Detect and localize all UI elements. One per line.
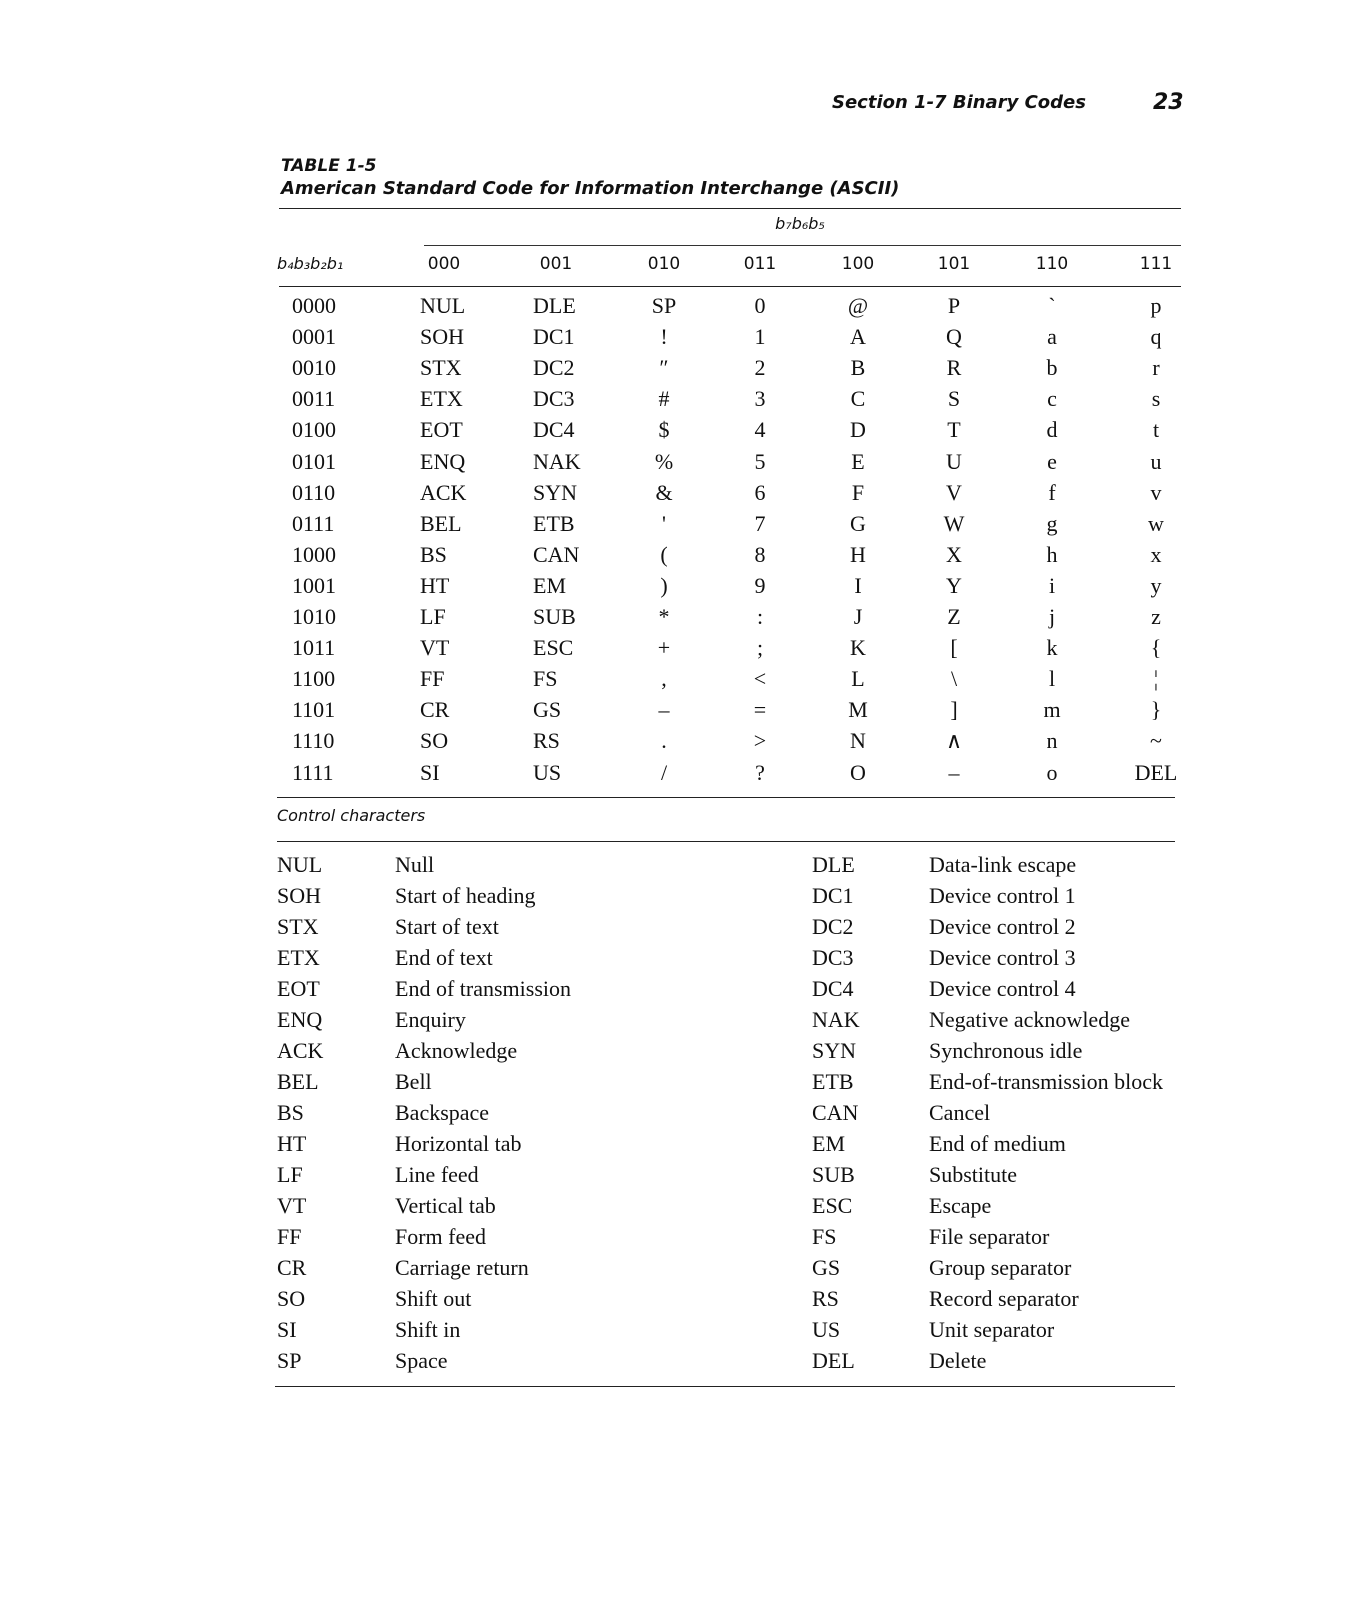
legend-bottom-rule [275, 1386, 1175, 1387]
table-row [0, 601, 1350, 632]
code-cell: BS [420, 541, 447, 567]
code-cell: DC2 [533, 355, 575, 381]
legend-row [0, 1221, 1350, 1252]
legend-row [0, 1314, 1350, 1345]
legend-meaning: Bell [395, 1069, 432, 1094]
legend-code: DC2 [812, 914, 854, 939]
row-bits-cell: 1111 [292, 759, 334, 785]
code-cell: 2 [754, 355, 766, 381]
legend-meaning: Backspace [395, 1100, 490, 1125]
legend-row [0, 1159, 1350, 1190]
code-cell: \ [950, 666, 958, 692]
code-cell: k [1046, 635, 1058, 661]
code-cell: BEL [420, 510, 462, 536]
legend-meaning: Space [395, 1348, 448, 1373]
code-cell: ″ [659, 355, 669, 381]
legend-code: BEL [277, 1069, 319, 1094]
code-cell: P [947, 293, 961, 318]
legend-row [0, 1035, 1350, 1066]
legend-code: GS [812, 1255, 841, 1280]
legend-meaning: Delete [929, 1348, 987, 1373]
legend-code: CR [277, 1255, 307, 1280]
legend-code: SP [277, 1348, 302, 1373]
legend-code: US [812, 1317, 841, 1342]
legend-code: ACK [277, 1038, 324, 1063]
legend-code: LF [277, 1162, 303, 1187]
code-cell: W [943, 510, 965, 536]
code-cell: 9 [754, 572, 766, 598]
legend-meaning: Unit separator [929, 1317, 1055, 1342]
code-cell: EM [533, 572, 566, 598]
legend-code: HT [277, 1131, 307, 1156]
table-title: American Standard Code for Information Interchange (ASCII) [281, 178, 900, 199]
legend-meaning: Group separator [929, 1255, 1072, 1280]
code-cell: + [657, 635, 671, 661]
legend-meaning: Enquiry [395, 1007, 466, 1032]
legend-meaning: Line feed [395, 1162, 479, 1187]
code-cell: ! [660, 324, 668, 350]
code-cell: ) [660, 572, 668, 598]
code-cell: US [533, 759, 562, 785]
legend-meaning: End of text [395, 945, 493, 970]
code-cell: v [1150, 479, 1162, 505]
code-cell: ¦ [1153, 666, 1159, 692]
code-cell: 7 [754, 510, 766, 536]
table-row [0, 414, 1350, 445]
code-cell: C [850, 386, 866, 412]
code-cell: ' [662, 510, 666, 536]
code-cell: 6 [754, 479, 766, 505]
legend-row [0, 1004, 1350, 1035]
legend-code: NUL [277, 852, 323, 877]
legend-code: SOH [277, 883, 322, 908]
code-cell: * [658, 604, 670, 629]
code-cell: / [660, 759, 668, 785]
legend-meaning: Data-link escape [929, 852, 1077, 877]
column-header: 100 [841, 254, 875, 274]
code-cell: A [850, 324, 866, 350]
code-cell: – [948, 759, 960, 785]
code-cell: . [661, 728, 667, 754]
legend-code: BS [277, 1100, 304, 1125]
legend-row [0, 942, 1350, 973]
code-cell: 5 [754, 448, 766, 474]
code-cell: O [850, 759, 866, 785]
legend-code: DC4 [812, 976, 854, 1001]
code-cell: s [1151, 386, 1161, 412]
code-cell: S [947, 386, 961, 412]
code-cell: U [946, 448, 962, 474]
code-cell: CAN [533, 541, 580, 567]
legend-code: ESC [812, 1193, 853, 1218]
legend-code: DLE [812, 852, 855, 877]
legend-meaning: Device control 4 [929, 976, 1076, 1001]
legend-code: FF [277, 1224, 302, 1249]
legend-meaning: Substitute [929, 1162, 1018, 1187]
table-label: TABLE 1-5 [281, 156, 377, 176]
code-cell: x [1150, 541, 1162, 567]
legend-code: ETX [277, 945, 320, 970]
row-bits-cell: 0111 [292, 510, 335, 536]
table-row [0, 446, 1350, 477]
table-row [0, 352, 1350, 383]
code-cell: q [1150, 324, 1162, 350]
code-cell: @ [847, 293, 869, 318]
group-header-rule [424, 245, 1181, 246]
row-bits-cell: 0001 [292, 324, 336, 350]
legend-meaning: Carriage return [395, 1255, 529, 1280]
code-cell: ? [755, 759, 765, 785]
column-header: 101 [937, 254, 971, 274]
code-cell: NUL [420, 293, 466, 318]
legend-code: RS [812, 1286, 839, 1311]
code-cell: ESC [533, 635, 574, 661]
code-cell: m [1043, 697, 1061, 723]
code-cell: DLE [533, 293, 576, 318]
code-cell: ~ [1150, 728, 1162, 754]
legend-code: SYN [812, 1038, 857, 1063]
code-cell: NAK [533, 448, 581, 474]
code-cell: ] [950, 697, 958, 723]
row-bits-cell: 0000 [292, 293, 336, 318]
code-cell: : [756, 604, 764, 629]
code-cell: SUB [533, 604, 576, 629]
code-cell: d [1046, 417, 1058, 443]
legend-row [0, 1097, 1350, 1128]
row-bits-cell: 1001 [292, 572, 336, 598]
code-cell: y [1150, 572, 1162, 598]
code-cell: HT [420, 572, 450, 598]
table-row [0, 539, 1350, 570]
code-cell: { [1150, 635, 1162, 661]
row-bits-cell: 1110 [292, 728, 335, 754]
code-cell: # [658, 386, 670, 412]
code-cell: J [853, 604, 863, 629]
table-row [0, 477, 1350, 508]
table-row [0, 321, 1350, 352]
table-row [0, 725, 1350, 756]
code-cell: X [946, 541, 962, 567]
code-cell: CR [420, 697, 450, 723]
row-bits-cell: 0010 [292, 355, 336, 381]
legend-meaning: Negative acknowledge [929, 1007, 1130, 1032]
code-cell: Q [946, 324, 962, 350]
code-cell: H [850, 541, 866, 567]
code-cell: g [1046, 510, 1058, 536]
code-cell: ENQ [420, 448, 466, 474]
code-cell: EOT [420, 417, 463, 443]
code-cell: e [1047, 448, 1057, 474]
group-bits-header: b₇b₆b₅ [775, 214, 825, 233]
code-cell: D [850, 417, 866, 443]
row-bits-cell: 0110 [292, 479, 336, 505]
running-head: Section 1-7 Binary Codes [832, 92, 1086, 113]
legend-top-rule [277, 841, 1175, 842]
code-cell: T [947, 417, 961, 443]
code-cell: i [1048, 572, 1056, 598]
code-cell: V [946, 479, 962, 505]
row-bits-cell: 1000 [292, 541, 336, 567]
code-cell: F [851, 479, 865, 505]
code-cell: M [848, 697, 868, 723]
legend-code: CAN [812, 1100, 859, 1125]
row-bits-cell: 1101 [292, 697, 336, 723]
column-header: 001 [539, 254, 573, 274]
legend-row [0, 880, 1350, 911]
legend-row [0, 1066, 1350, 1097]
legend-code: EOT [277, 976, 320, 1001]
code-cell: = [753, 697, 767, 723]
page-number: 23 [1153, 90, 1184, 115]
legend-row [0, 1283, 1350, 1314]
legend-meaning: End of medium [929, 1131, 1066, 1156]
legend-code: SUB [812, 1162, 855, 1187]
legend-meaning: Shift out [395, 1286, 472, 1311]
legend-code: SI [277, 1317, 297, 1342]
legend-meaning: Cancel [929, 1100, 991, 1125]
header-bottom-rule [279, 286, 1181, 287]
code-cell: FF [420, 666, 445, 692]
code-cell: Z [947, 604, 961, 629]
row-bits-cell: 0100 [292, 417, 336, 443]
code-cell: } [1150, 697, 1162, 723]
code-cell: GS [533, 697, 562, 723]
table-row [0, 570, 1350, 601]
code-cell: [ [950, 635, 958, 661]
code-cell: n [1046, 728, 1058, 754]
legend-meaning: Start of text [395, 914, 499, 939]
code-cell: RS [533, 728, 560, 754]
row-bits-header: b₄b₃b₂b₁ [277, 254, 344, 273]
code-cell: t [1152, 417, 1160, 443]
table-top-rule [279, 208, 1181, 209]
code-cell: o [1046, 759, 1058, 785]
legend-meaning: File separator [929, 1224, 1050, 1249]
column-header: 111 [1139, 254, 1173, 274]
code-cell: DC4 [533, 417, 575, 443]
code-cell: SI [420, 759, 440, 785]
legend-code: DEL [812, 1348, 855, 1373]
legend-code: FS [812, 1224, 837, 1249]
table-row [0, 632, 1350, 663]
table-row [0, 290, 1350, 321]
code-cell: b [1046, 355, 1058, 381]
legend-meaning: End of transmission [395, 976, 571, 1001]
code-cell: j [1048, 604, 1056, 629]
code-cell: % [654, 448, 674, 474]
legend-meaning: Null [395, 852, 435, 877]
code-cell: SP [651, 293, 677, 318]
code-cell: FS [533, 666, 558, 692]
legend-code: EM [812, 1131, 845, 1156]
column-header: 011 [743, 254, 777, 274]
code-cell: p [1150, 293, 1162, 318]
legend-meaning: Record separator [929, 1286, 1079, 1311]
code-cell: VT [420, 635, 450, 661]
code-cell: < [753, 666, 767, 692]
code-cell: $ [658, 417, 670, 443]
legend-row [0, 1252, 1350, 1283]
legend-meaning: Device control 1 [929, 883, 1076, 908]
code-cell: G [850, 510, 866, 536]
code-cell: SOH [420, 324, 465, 350]
column-header: 000 [427, 254, 461, 274]
table-row [0, 663, 1350, 694]
code-cell: l [1048, 666, 1056, 692]
table-bottom-rule [277, 797, 1175, 798]
code-cell: SYN [533, 479, 578, 505]
row-bits-cell: 0101 [292, 448, 336, 474]
legend-meaning: Start of heading [395, 883, 536, 908]
legend-row [0, 973, 1350, 1004]
code-cell: DC3 [533, 386, 575, 412]
legend-row [0, 1128, 1350, 1159]
code-cell: ACK [420, 479, 467, 505]
code-cell: f [1048, 479, 1056, 505]
legend-code: DC1 [812, 883, 854, 908]
code-cell: ∧ [945, 728, 963, 754]
legend-meaning: Vertical tab [395, 1193, 496, 1218]
code-cell: 0 [754, 293, 766, 318]
legend-meaning: Device control 2 [929, 914, 1076, 939]
legend-code: SO [277, 1286, 306, 1311]
code-cell: STX [420, 355, 462, 381]
code-cell: K [850, 635, 866, 661]
legend-meaning: End-of-transmission block [929, 1069, 1164, 1094]
code-cell: DC1 [533, 324, 575, 350]
code-cell: , [661, 666, 667, 692]
legend-meaning: Device control 3 [929, 945, 1076, 970]
legend-code: NAK [812, 1007, 860, 1032]
legend-code: VT [277, 1193, 307, 1218]
column-header: 110 [1035, 254, 1069, 274]
code-cell: SO [420, 728, 449, 754]
code-cell: 4 [754, 417, 766, 443]
code-cell: ` [1048, 293, 1056, 318]
legend-meaning: Shift in [395, 1317, 461, 1342]
code-cell: I [854, 572, 862, 598]
legend-row [0, 911, 1350, 942]
code-cell: B [850, 355, 866, 381]
legend-meaning: Form feed [395, 1224, 487, 1249]
legend-meaning: Escape [929, 1193, 992, 1218]
code-cell: r [1152, 355, 1160, 381]
code-cell: L [851, 666, 865, 692]
legend-row [0, 1345, 1350, 1376]
control-characters-caption: Control characters [277, 806, 426, 825]
code-cell: – [658, 697, 670, 723]
code-cell: 1 [754, 324, 766, 350]
row-bits-cell: 1011 [292, 635, 336, 661]
code-cell: a [1047, 324, 1057, 350]
code-cell: & [655, 479, 673, 505]
code-cell: ; [756, 635, 764, 661]
table-row [0, 694, 1350, 725]
table-row [0, 508, 1350, 539]
code-cell: N [850, 728, 866, 754]
code-cell: E [851, 448, 865, 474]
code-cell: u [1150, 448, 1162, 474]
legend-code: ENQ [277, 1007, 323, 1032]
code-cell: 8 [754, 541, 766, 567]
legend-meaning: Acknowledge [395, 1038, 518, 1063]
legend-row [0, 1190, 1350, 1221]
code-cell: ETB [533, 510, 575, 536]
code-cell: 3 [754, 386, 766, 412]
legend-meaning: Horizontal tab [395, 1131, 522, 1156]
legend-code: STX [277, 914, 319, 939]
table-row [0, 383, 1350, 414]
code-cell: w [1148, 510, 1164, 536]
row-bits-cell: 1100 [292, 666, 336, 692]
code-cell: Y [946, 572, 962, 598]
column-header: 010 [647, 254, 681, 274]
code-cell: ( [660, 541, 668, 567]
legend-meaning: Synchronous idle [929, 1038, 1083, 1063]
code-cell: R [946, 355, 962, 381]
code-cell: DEL [1134, 759, 1178, 785]
code-cell: ETX [420, 386, 463, 412]
code-cell: c [1047, 386, 1057, 412]
code-cell: h [1046, 541, 1058, 567]
legend-code: ETB [812, 1069, 854, 1094]
code-cell: LF [420, 604, 446, 629]
row-bits-cell: 0011 [292, 386, 336, 412]
code-cell: z [1151, 604, 1161, 629]
table-row [0, 757, 1350, 788]
legend-code: DC3 [812, 945, 854, 970]
row-bits-cell: 1010 [292, 604, 336, 629]
legend-row [0, 849, 1350, 880]
code-cell: > [753, 728, 767, 754]
